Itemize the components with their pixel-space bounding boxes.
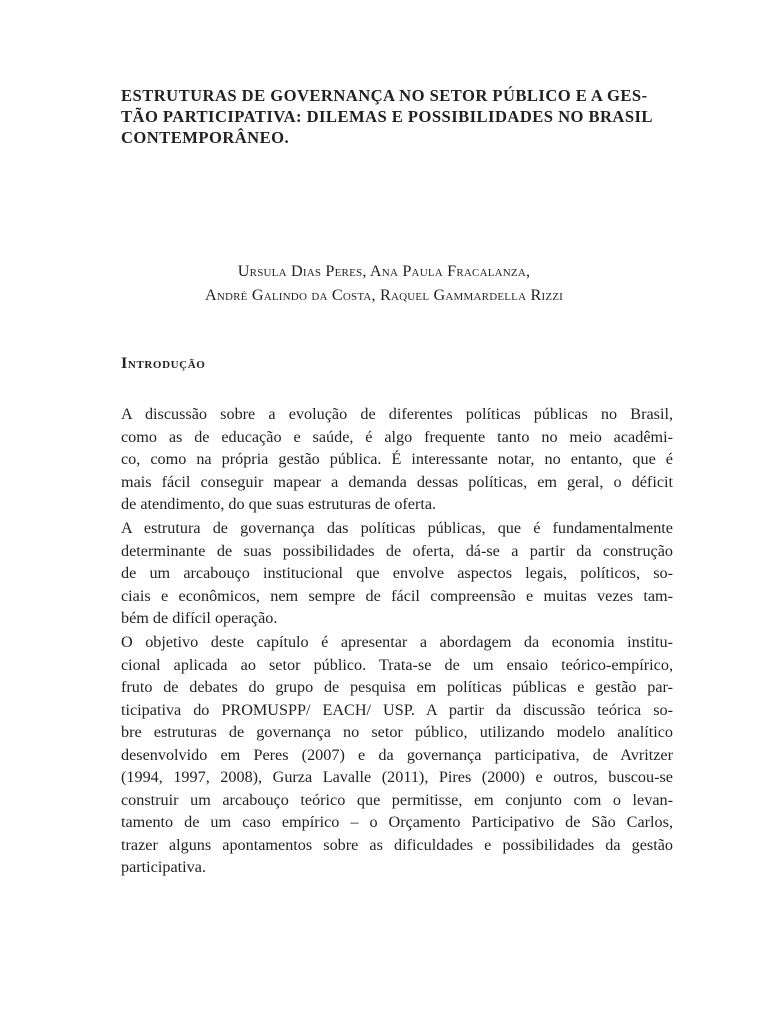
paragraph-line: de um arcabouço institucional que envolve aspectos legais, políticos, so- xyxy=(121,564,673,582)
paragraph-line: bre estruturas de governança no setor público, utilizando modelo analítico xyxy=(121,723,673,741)
paragraph-line: A estrutura de governança das políticas públicas, que é fundamentalmente xyxy=(121,519,673,537)
authors-block xyxy=(0,259,768,307)
chapter-title-line: TÃO PARTICIPATIVA: DILEMAS E POSSIBILIDADES NO BRASIL xyxy=(121,107,653,126)
section-heading: Introdução xyxy=(121,354,206,372)
paragraph-line: tamento de um caso empírico – o Orçamento Participativo de São Carlos, xyxy=(121,813,673,831)
body-paragraph xyxy=(121,517,673,630)
chapter-title-line: CONTEMPORÂNEO. xyxy=(121,128,290,147)
paragraph-line: como as de educação e saúde, é algo frequente tanto no meio acadêmi- xyxy=(121,427,673,446)
paragraph-line: de atendimento, do que suas estruturas de oferta. xyxy=(121,495,437,513)
paragraph-line: construir um arcabouço teórico que permitisse, em conjunto com o levan- xyxy=(121,790,673,809)
paragraph-line: ticipativa do PROMUSPP/ EACH/ USP. A partir da discussão teórica so- xyxy=(121,700,673,719)
paragraph-line: trazer alguns apontamentos sobre as dificuldades e possibilidades da gestão xyxy=(121,835,673,854)
paragraph-line: determinante de suas possibilidades de oferta, dá-se a partir da construção xyxy=(121,541,673,560)
paragraph-line: cional aplicada ao setor público. Trata-se de um ensaio teórico-empírico, xyxy=(121,655,673,674)
body-paragraph xyxy=(121,631,673,879)
body-paragraph xyxy=(121,403,673,516)
paragraph-line: A discussão sobre a evolução de diferentes políticas públicas no Brasil, xyxy=(121,405,673,423)
paragraph-line: (1994, 1997, 2008), Gurza Lavalle (2011), Pires (2000) e outros, buscou-se xyxy=(121,768,673,786)
paragraph-line: fruto de debates do grupo de pesquisa em políticas públicas e gestão par- xyxy=(121,678,673,696)
paragraph-line: O objetivo deste capítulo é apresentar a abordagem da economia institu- xyxy=(121,633,673,651)
paragraph-line: co, como na própria gestão pública. É interessante notar, no entanto, que é xyxy=(121,450,673,468)
paragraph-line: participativa. xyxy=(121,858,206,876)
paragraph-line: bém de difícil operação. xyxy=(121,609,278,627)
authors-line: André Galindo da Costa, Raquel Gammardella Rizzi xyxy=(204,286,564,304)
chapter-title xyxy=(121,85,673,148)
paragraph-line: desenvolvido em Peres (2007) e da governança participativa, de Avritzer xyxy=(121,745,673,764)
paragraph-line: mais fácil conseguir mapear a demanda dessas políticas, em geral, o déficit xyxy=(121,472,673,491)
chapter-title-line: ESTRUTURAS DE GOVERNANÇA NO SETOR PÚBLICO E A GES- xyxy=(121,86,648,105)
authors-line: Ursula Dias Peres, Ana Paula Fracalanza, xyxy=(237,262,531,280)
paragraph-line: ciais e econômicos, nem sempre de fácil compreensão e muitas vezes tam- xyxy=(121,586,673,605)
